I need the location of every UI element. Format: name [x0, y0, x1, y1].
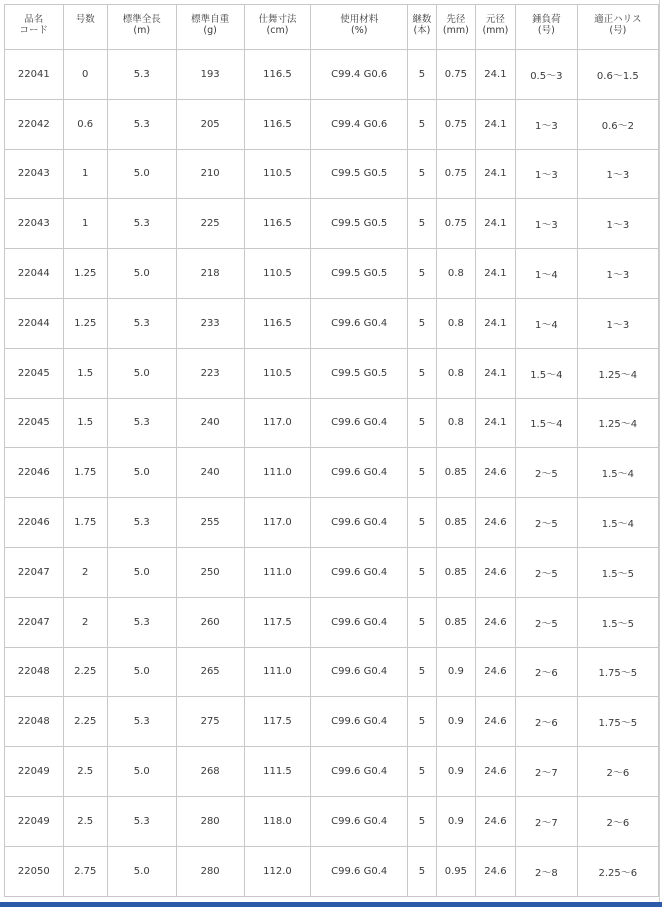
sinker-load-cell: 2～6 [515, 697, 577, 747]
length-cell: 5.0 [107, 547, 176, 597]
sections-cell: 5 [408, 647, 437, 697]
material-cell: C99.6 G0.4 [311, 747, 408, 797]
header-label-line: 継数 [412, 14, 432, 25]
material-cell: C99.5 G0.5 [311, 149, 408, 199]
material-cell: C99.6 G0.4 [311, 298, 408, 348]
leader-cell: 2～6 [577, 747, 658, 797]
product-code-cell: 22046 [5, 448, 64, 498]
header-material [311, 5, 408, 50]
tip-diameter-cell: 0.8 [436, 348, 475, 398]
sections-cell: 5 [408, 398, 437, 448]
size-number-cell: 0.6 [63, 99, 107, 149]
butt-diameter-cell: 24.1 [475, 99, 515, 149]
size-number-cell: 0 [63, 50, 107, 100]
size-number-cell: 2 [63, 597, 107, 647]
header-tip-diameter [436, 5, 475, 50]
leader-cell: 2～6 [577, 796, 658, 846]
leader-cell: 1～3 [577, 149, 658, 199]
table-row [5, 99, 659, 149]
header-label-line: (cm) [266, 25, 289, 36]
tip-diameter-cell: 0.9 [436, 796, 475, 846]
butt-diameter-cell: 24.6 [475, 547, 515, 597]
closed-length-cell: 117.0 [244, 498, 311, 548]
material-cell: C99.6 G0.4 [311, 697, 408, 747]
closed-length-cell: 117.5 [244, 697, 311, 747]
weight-cell: 240 [176, 398, 244, 448]
sections-cell: 5 [408, 498, 437, 548]
material-cell: C99.6 G0.4 [311, 846, 408, 896]
butt-diameter-cell: 24.1 [475, 149, 515, 199]
product-code-cell: 22050 [5, 846, 64, 896]
header-label-line: 標準全長 [122, 14, 161, 25]
size-number-cell: 1.75 [63, 498, 107, 548]
weight-cell: 265 [176, 647, 244, 697]
tip-diameter-cell: 0.8 [436, 249, 475, 299]
length-cell: 5.0 [107, 348, 176, 398]
sinker-load-cell: 1～4 [515, 249, 577, 299]
table-row [5, 50, 659, 100]
tip-diameter-cell: 0.9 [436, 747, 475, 797]
sinker-load-cell: 2～5 [515, 547, 577, 597]
weight-cell: 240 [176, 448, 244, 498]
butt-diameter-cell: 24.6 [475, 597, 515, 647]
header-label-line: (m) [133, 25, 151, 36]
tip-diameter-cell: 0.85 [436, 547, 475, 597]
tip-diameter-cell: 0.75 [436, 99, 475, 149]
product-code-cell: 22043 [5, 199, 64, 249]
size-number-cell: 1 [63, 149, 107, 199]
leader-cell: 1～3 [577, 199, 658, 249]
closed-length-cell: 110.5 [244, 249, 311, 299]
product-code-cell: 22047 [5, 597, 64, 647]
closed-length-cell: 117.5 [244, 597, 311, 647]
size-number-cell: 1.25 [63, 298, 107, 348]
header-standard-weight [176, 5, 244, 50]
butt-diameter-cell: 24.6 [475, 647, 515, 697]
length-cell: 5.0 [107, 448, 176, 498]
tip-diameter-cell: 0.85 [436, 498, 475, 548]
table-row [5, 747, 659, 797]
weight-cell: 250 [176, 547, 244, 597]
leader-cell: 0.6～2 [577, 99, 658, 149]
size-number-cell: 1 [63, 199, 107, 249]
product-code-cell: 22049 [5, 747, 64, 797]
leader-cell: 1.25～4 [577, 348, 658, 398]
product-code-cell: 22048 [5, 647, 64, 697]
table-row [5, 298, 659, 348]
size-number-cell: 1.5 [63, 348, 107, 398]
length-cell: 5.0 [107, 846, 176, 896]
table-row [5, 796, 659, 846]
sections-cell: 5 [408, 298, 437, 348]
product-code-cell: 22042 [5, 99, 64, 149]
material-cell: C99.6 G0.4 [311, 597, 408, 647]
butt-diameter-cell: 24.6 [475, 796, 515, 846]
material-cell: C99.6 G0.4 [311, 498, 408, 548]
header-label-line: (mm) [442, 25, 469, 36]
table-header-row [5, 5, 659, 50]
length-cell: 5.3 [107, 796, 176, 846]
material-cell: C99.6 G0.4 [311, 547, 408, 597]
sections-cell: 5 [408, 199, 437, 249]
leader-cell: 1.5～5 [577, 547, 658, 597]
size-number-cell: 1.25 [63, 249, 107, 299]
length-cell: 5.0 [107, 149, 176, 199]
length-cell: 5.3 [107, 298, 176, 348]
sections-cell: 5 [408, 99, 437, 149]
tip-diameter-cell: 0.8 [436, 398, 475, 448]
closed-length-cell: 111.5 [244, 747, 311, 797]
weight-cell: 193 [176, 50, 244, 100]
tip-diameter-cell: 0.75 [436, 149, 475, 199]
header-label-line: (号) [537, 25, 555, 36]
weight-cell: 205 [176, 99, 244, 149]
header-label-line: 標準自重 [191, 14, 230, 25]
sections-cell: 5 [408, 547, 437, 597]
material-cell: C99.6 G0.4 [311, 448, 408, 498]
spec-table [4, 4, 659, 897]
sections-cell: 5 [408, 149, 437, 199]
size-number-cell: 2.5 [63, 747, 107, 797]
leader-cell: 1.5～5 [577, 597, 658, 647]
weight-cell: 233 [176, 298, 244, 348]
weight-cell: 225 [176, 199, 244, 249]
table-row [5, 846, 659, 896]
sinker-load-cell: 2～7 [515, 796, 577, 846]
table-row [5, 249, 659, 299]
tip-diameter-cell: 0.85 [436, 448, 475, 498]
header-label-line: 錘負荷 [532, 14, 561, 25]
header-label-line: (本) [413, 25, 431, 36]
table-row [5, 398, 659, 448]
header-label-line: コード [19, 25, 49, 36]
right-border-line [659, 0, 660, 902]
sinker-load-cell: 2～7 [515, 747, 577, 797]
size-number-cell: 2 [63, 547, 107, 597]
table-row [5, 547, 659, 597]
butt-diameter-cell: 24.1 [475, 298, 515, 348]
table-row [5, 448, 659, 498]
sections-cell: 5 [408, 846, 437, 896]
closed-length-cell: 116.5 [244, 298, 311, 348]
table-body [5, 50, 659, 897]
sinker-load-cell: 1～3 [515, 99, 577, 149]
tip-diameter-cell: 0.75 [436, 50, 475, 100]
header-label-line: (g) [203, 25, 217, 36]
sections-cell: 5 [408, 448, 437, 498]
table-row [5, 647, 659, 697]
sinker-load-cell: 2～5 [515, 597, 577, 647]
product-code-cell: 22047 [5, 547, 64, 597]
header-butt-diameter [475, 5, 515, 50]
material-cell: C99.4 G0.6 [311, 50, 408, 100]
butt-diameter-cell: 24.1 [475, 199, 515, 249]
butt-diameter-cell: 24.6 [475, 846, 515, 896]
leader-cell: 1.75～5 [577, 697, 658, 747]
header-size-number [63, 5, 107, 50]
product-code-cell: 22046 [5, 498, 64, 548]
header-label-line: 使用材料 [340, 14, 379, 25]
material-cell: C99.5 G0.5 [311, 199, 408, 249]
leader-cell: 1～3 [577, 249, 658, 299]
weight-cell: 218 [176, 249, 244, 299]
sections-cell: 5 [408, 697, 437, 747]
leader-cell: 1.5～4 [577, 448, 658, 498]
closed-length-cell: 110.5 [244, 149, 311, 199]
sections-cell: 5 [408, 50, 437, 100]
closed-length-cell: 116.5 [244, 199, 311, 249]
butt-diameter-cell: 24.6 [475, 448, 515, 498]
tip-diameter-cell: 0.9 [436, 647, 475, 697]
sinker-load-cell: 2～5 [515, 498, 577, 548]
sinker-load-cell: 2～5 [515, 448, 577, 498]
product-code-cell: 22044 [5, 298, 64, 348]
product-code-cell: 22045 [5, 398, 64, 448]
table-row [5, 498, 659, 548]
length-cell: 5.3 [107, 199, 176, 249]
weight-cell: 210 [176, 149, 244, 199]
sinker-load-cell: 1～4 [515, 298, 577, 348]
butt-diameter-cell: 24.1 [475, 50, 515, 100]
butt-diameter-cell: 24.6 [475, 498, 515, 548]
header-label-line: 元径 [485, 14, 505, 25]
closed-length-cell: 110.5 [244, 348, 311, 398]
table-row [5, 597, 659, 647]
product-code-cell: 22043 [5, 149, 64, 199]
butt-diameter-cell: 24.6 [475, 747, 515, 797]
leader-cell: 1～3 [577, 298, 658, 348]
butt-diameter-cell: 24.1 [475, 398, 515, 448]
header-product-code [5, 5, 64, 50]
material-cell: C99.5 G0.5 [311, 348, 408, 398]
length-cell: 5.0 [107, 747, 176, 797]
header-sinker-load [515, 5, 577, 50]
header-label-line: 適正ハリス [594, 14, 642, 25]
weight-cell: 280 [176, 846, 244, 896]
tip-diameter-cell: 0.95 [436, 846, 475, 896]
header-sections [408, 5, 437, 50]
material-cell: C99.6 G0.4 [311, 647, 408, 697]
length-cell: 5.3 [107, 50, 176, 100]
material-cell: C99.4 G0.6 [311, 99, 408, 149]
closed-length-cell: 111.0 [244, 547, 311, 597]
length-cell: 5.3 [107, 597, 176, 647]
weight-cell: 260 [176, 597, 244, 647]
sections-cell: 5 [408, 747, 437, 797]
size-number-cell: 2.5 [63, 796, 107, 846]
sinker-load-cell: 1～3 [515, 149, 577, 199]
header-label-line: (号) [609, 25, 627, 36]
size-number-cell: 1.75 [63, 448, 107, 498]
sections-cell: 5 [408, 249, 437, 299]
length-cell: 5.0 [107, 249, 176, 299]
leader-cell: 1.75～5 [577, 647, 658, 697]
material-cell: C99.5 G0.5 [311, 249, 408, 299]
tip-diameter-cell: 0.85 [436, 597, 475, 647]
closed-length-cell: 112.0 [244, 846, 311, 896]
leader-cell: 0.6～1.5 [577, 50, 658, 100]
product-code-cell: 22044 [5, 249, 64, 299]
length-cell: 5.3 [107, 498, 176, 548]
size-number-cell: 2.75 [63, 846, 107, 896]
table-row [5, 697, 659, 747]
header-label-line: 先径 [446, 14, 466, 25]
butt-diameter-cell: 24.1 [475, 249, 515, 299]
size-number-cell: 1.5 [63, 398, 107, 448]
size-number-cell: 2.25 [63, 697, 107, 747]
butt-diameter-cell: 24.1 [475, 348, 515, 398]
header-label-line: (%) [350, 25, 368, 36]
sections-cell: 5 [408, 796, 437, 846]
product-code-cell: 22041 [5, 50, 64, 100]
leader-cell: 2.25～6 [577, 846, 658, 896]
weight-cell: 280 [176, 796, 244, 846]
header-label-line: (mm) [482, 25, 509, 36]
product-code-cell: 22045 [5, 348, 64, 398]
header-closed-length [244, 5, 311, 50]
closed-length-cell: 116.5 [244, 50, 311, 100]
weight-cell: 275 [176, 697, 244, 747]
length-cell: 5.3 [107, 99, 176, 149]
material-cell: C99.6 G0.4 [311, 398, 408, 448]
sinker-load-cell: 2～8 [515, 846, 577, 896]
sinker-load-cell: 0.5～3 [515, 50, 577, 100]
leader-cell: 1.25～4 [577, 398, 658, 448]
material-cell: C99.6 G0.4 [311, 796, 408, 846]
sections-cell: 5 [408, 348, 437, 398]
sinker-load-cell: 1～3 [515, 199, 577, 249]
length-cell: 5.0 [107, 647, 176, 697]
leader-cell: 1.5～4 [577, 498, 658, 548]
bottom-accent-bar [0, 902, 662, 907]
sections-cell: 5 [408, 597, 437, 647]
weight-cell: 268 [176, 747, 244, 797]
tip-diameter-cell: 0.8 [436, 298, 475, 348]
tip-diameter-cell: 0.75 [436, 199, 475, 249]
product-code-cell: 22049 [5, 796, 64, 846]
header-suitable-leader [577, 5, 658, 50]
length-cell: 5.3 [107, 398, 176, 448]
product-code-cell: 22048 [5, 697, 64, 747]
header-label-line: 品名 [24, 14, 44, 25]
table-row [5, 199, 659, 249]
tip-diameter-cell: 0.9 [436, 697, 475, 747]
closed-length-cell: 118.0 [244, 796, 311, 846]
closed-length-cell: 117.0 [244, 398, 311, 448]
header-standard-length [107, 5, 176, 50]
header-label-line: 仕舞寸法 [258, 14, 297, 25]
table-row [5, 348, 659, 398]
size-number-cell: 2.25 [63, 647, 107, 697]
butt-diameter-cell: 24.6 [475, 697, 515, 747]
closed-length-cell: 116.5 [244, 99, 311, 149]
closed-length-cell: 111.0 [244, 647, 311, 697]
length-cell: 5.3 [107, 697, 176, 747]
sinker-load-cell: 1.5～4 [515, 348, 577, 398]
weight-cell: 255 [176, 498, 244, 548]
sinker-load-cell: 1.5～4 [515, 398, 577, 448]
header-label-line: 号数 [75, 14, 95, 25]
weight-cell: 223 [176, 348, 244, 398]
closed-length-cell: 111.0 [244, 448, 311, 498]
sinker-load-cell: 2～6 [515, 647, 577, 697]
table-row [5, 149, 659, 199]
